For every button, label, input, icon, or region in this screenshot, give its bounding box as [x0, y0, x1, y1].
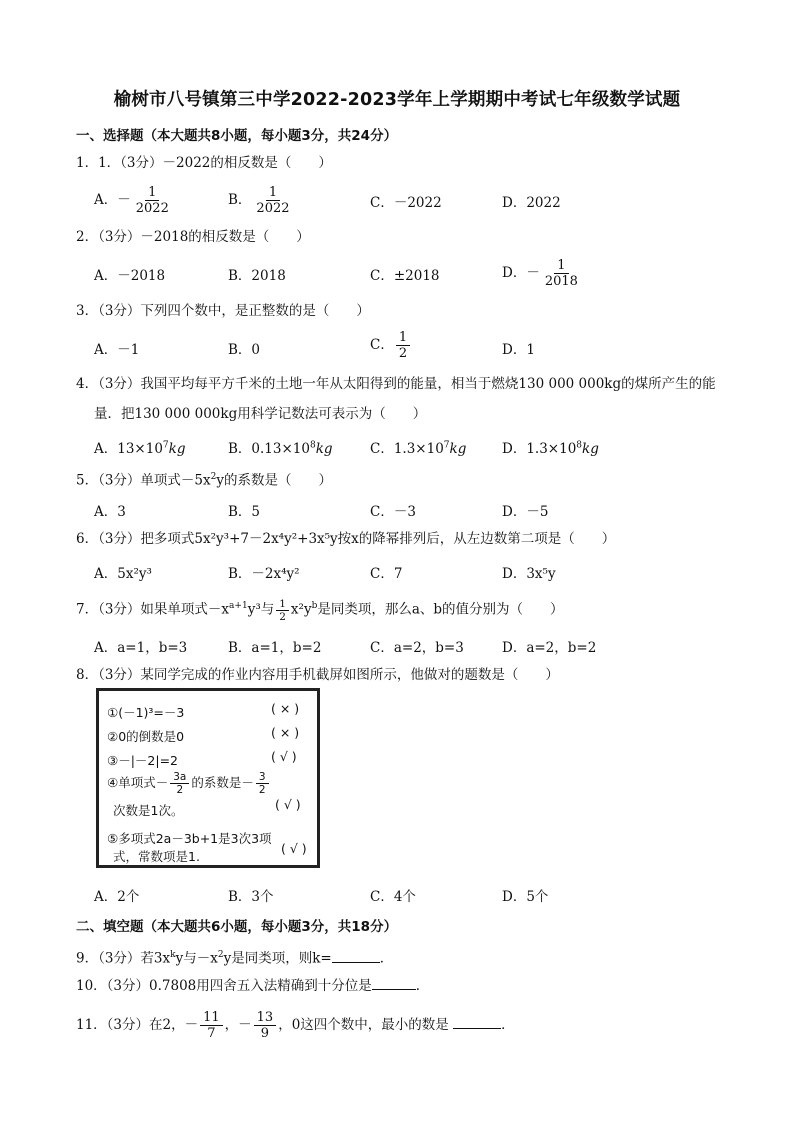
q6-option-c: C．7 — [370, 566, 403, 582]
q5-option-a: A．3 — [94, 504, 126, 520]
question-7 — [76, 595, 564, 623]
q2-option-d — [502, 258, 583, 289]
page-title: 榆树市八号镇第三中学2022-2023学年上学期期中考试七年级数学试题 — [113, 90, 681, 110]
q11-text-end: ． — [501, 1017, 515, 1033]
unit: kg — [168, 441, 186, 457]
numerator: 11 — [200, 1010, 223, 1026]
q2-option-d-label: D．－ — [502, 265, 540, 281]
q6-option-a: A．5x²y³ — [94, 566, 152, 582]
q7-text-mid: y³与 — [247, 601, 275, 618]
q8-option-a: A．2个 — [94, 889, 140, 905]
q11-fraction-1 — [200, 1010, 223, 1041]
unit: kg — [582, 441, 599, 457]
numerator: 1 — [396, 330, 410, 346]
q11-text-sep: ，－ — [224, 1017, 252, 1033]
question-10 — [76, 975, 429, 997]
denominator: 2018 — [544, 274, 578, 289]
q3-option-b: B．0 — [228, 342, 261, 358]
q1-option-c: C．－2022 — [370, 195, 442, 211]
exponent: a+1 — [229, 601, 248, 611]
shot-mark-2: ( × ) — [271, 725, 300, 740]
q8-option-b: B．3个 — [228, 889, 274, 905]
denominator: 9 — [260, 1026, 270, 1041]
q1-option-b-label: B． — [228, 192, 252, 208]
numerator: 1 — [145, 185, 159, 201]
q3-option-a: A．－1 — [94, 342, 140, 358]
q1-option-d: D．2022 — [502, 195, 561, 211]
question-6: 6．（3分）把多项式5x²y³+7－2x⁴y²+3x⁵y按x的降幂排列后，从左边数第二项是（ ） — [76, 531, 616, 547]
q4-option-a — [94, 437, 185, 457]
denominator: 7 — [207, 1026, 216, 1041]
q4-option-c — [370, 437, 466, 457]
shot-item-1: ①(－1)³=－3 — [107, 705, 185, 720]
question-11 — [76, 1010, 515, 1041]
question-2: 2．（3分）－2018的相反数是（ ） — [76, 229, 310, 245]
section-choice-heading: 一、选择题（本大题共8小题，每小题3分，共24分） — [76, 128, 398, 144]
q9-text-mid: y与－x — [175, 950, 218, 967]
q5-option-b: B．5 — [228, 504, 261, 520]
denominator: 2 — [398, 346, 408, 361]
q1-option-b-fraction — [253, 185, 292, 216]
q7-option-a: A．a=1，b=3 — [94, 640, 188, 656]
q4-option-a-base: A．13×10 — [94, 441, 163, 457]
exponent: 7 — [443, 440, 450, 451]
question-5 — [76, 466, 332, 492]
q7-text-tail: 是同类项，那么a、b的值分别为（ ） — [317, 601, 564, 618]
numerator: 3 — [256, 771, 269, 784]
shot-item-5-line-2: 式，常数项是1. — [113, 849, 200, 864]
shot-item-4-fraction-2 — [256, 771, 269, 796]
shot-item-4-text-b: 的系数是－ — [191, 775, 254, 790]
q1-option-a — [94, 185, 174, 216]
q3-option-c — [370, 330, 412, 361]
q7-option-c: C．a=2，b=3 — [370, 640, 464, 656]
exponent: 2 — [210, 472, 217, 482]
q11-text-post: ，0这四个数中，最小的数是 — [278, 1017, 449, 1033]
q10-text: 10．（3分）0.7808用四舍五入法精确到十分位是 — [76, 978, 372, 994]
shot-item-4 — [107, 771, 271, 796]
question-4-line-2: 量．把130 000 000kg用科学记数法可表示为（ ） — [94, 406, 427, 422]
q10-text-end: ． — [415, 978, 430, 994]
q4-option-d-base: D．1.3×10 — [502, 441, 577, 457]
q1-option-a-fraction — [133, 185, 172, 216]
denominator: 2 — [258, 784, 266, 796]
shot-mark-5: ( √ ) — [281, 841, 307, 856]
shot-mark-3: ( √ ) — [271, 749, 297, 764]
q1-option-a-label: A．－ — [94, 192, 131, 208]
q6-option-b: B．－2x⁴y² — [228, 566, 300, 582]
q1-option-b — [228, 185, 295, 216]
shot-item-5-line-1: ⑤多项式2a－3b+1是3次3项 — [107, 831, 272, 846]
answer-blank[interactable] — [453, 1016, 501, 1029]
numerator: 1 — [554, 258, 568, 274]
numerator: 1 — [266, 185, 280, 201]
q5-option-d: D．－5 — [502, 504, 549, 520]
numerator: 1 — [276, 598, 289, 611]
q7-option-d: D．a=2，b=2 — [502, 640, 597, 656]
q4-option-d — [502, 437, 599, 457]
q5-option-c: C．－3 — [370, 504, 416, 520]
numerator: 3a — [170, 771, 189, 784]
shot-mark-4: ( √ ) — [275, 797, 301, 812]
q8-option-c: C．4个 — [370, 889, 416, 905]
shot-item-4-line-2: 次数是1次。 — [113, 803, 184, 818]
question-9 — [76, 944, 393, 970]
q3-option-d: D．1 — [502, 342, 535, 358]
q11-fraction-2 — [254, 1010, 277, 1041]
denominator: 2 — [176, 784, 184, 796]
q9-text-pre: 9．（3分）若3x — [76, 950, 171, 967]
q8-option-d: D．5个 — [502, 889, 549, 905]
q9-text-post: y是同类项，则k= — [223, 950, 332, 967]
q7-fraction — [276, 598, 289, 623]
shot-mark-1: ( × ) — [271, 701, 300, 716]
denominator: 2022 — [135, 201, 169, 216]
exponent: 8 — [576, 440, 583, 451]
q4-option-b — [228, 437, 333, 457]
q2-option-a: A．－2018 — [94, 268, 166, 284]
question-4-line-1: 4．（3分）我国平均每平方千米的土地一年从太阳得到的能量，相当于燃烧130 000 000kg的煤所产生的能 — [76, 376, 716, 392]
q7-option-b: B．a=1，b=2 — [228, 640, 322, 656]
q3-option-c-fraction — [396, 330, 410, 361]
q7-text-pre: 7．（3分）如果单项式－x — [76, 601, 230, 618]
denominator: 2 — [279, 610, 286, 623]
answer-blank[interactable] — [332, 950, 380, 963]
numerator: 13 — [254, 1010, 277, 1026]
exponent: 7 — [162, 440, 169, 451]
q4-option-c-base: C．1.3×10 — [370, 441, 444, 457]
answer-blank[interactable] — [372, 977, 416, 990]
q5-text-post: y的系数是（ ） — [216, 472, 333, 489]
exponent: k — [170, 950, 176, 960]
unit: kg — [315, 441, 333, 457]
q2-option-b: B．2018 — [228, 268, 286, 284]
exponent: b — [311, 601, 318, 611]
unit: kg — [449, 441, 467, 457]
question-8: 8．（3分）某同学完成的作业内容用手机截屏如图所示，他做对的题数是（ ） — [76, 667, 559, 683]
homework-screenshot — [96, 688, 320, 868]
q9-text-end: ． — [379, 950, 394, 967]
q4-option-b-base: B．0.13×10 — [228, 441, 310, 457]
section-fill-heading: 二、填空题（本大题共6小题，每小题3分，共18分） — [76, 919, 398, 935]
q11-text-pre: 11．（3分）在2，－ — [76, 1017, 199, 1033]
shot-item-4-text-a: ④单项式－ — [107, 775, 169, 790]
q2-option-c: C．±2018 — [370, 268, 440, 284]
question-1: 1．1．（3分）－2022的相反数是（ ） — [76, 155, 332, 171]
q3-option-c-label: C． — [370, 337, 394, 353]
question-3: 3．（3分）下列四个数中，是正整数的是（ ） — [76, 303, 370, 319]
q5-text-pre: 5．（3分）单项式－5x — [76, 472, 211, 489]
shot-item-3: ③－|－2|=2 — [107, 753, 179, 768]
q6-option-d: D．3x⁵y — [502, 566, 556, 582]
exponent: 2 — [217, 950, 224, 960]
q7-text-post: x²y — [290, 601, 312, 618]
q2-option-d-fraction — [542, 258, 581, 289]
shot-item-4-fraction — [170, 771, 189, 796]
exponent: 8 — [309, 440, 316, 451]
denominator: 2022 — [256, 201, 290, 216]
shot-item-2: ②0的倒数是0 — [107, 729, 185, 744]
